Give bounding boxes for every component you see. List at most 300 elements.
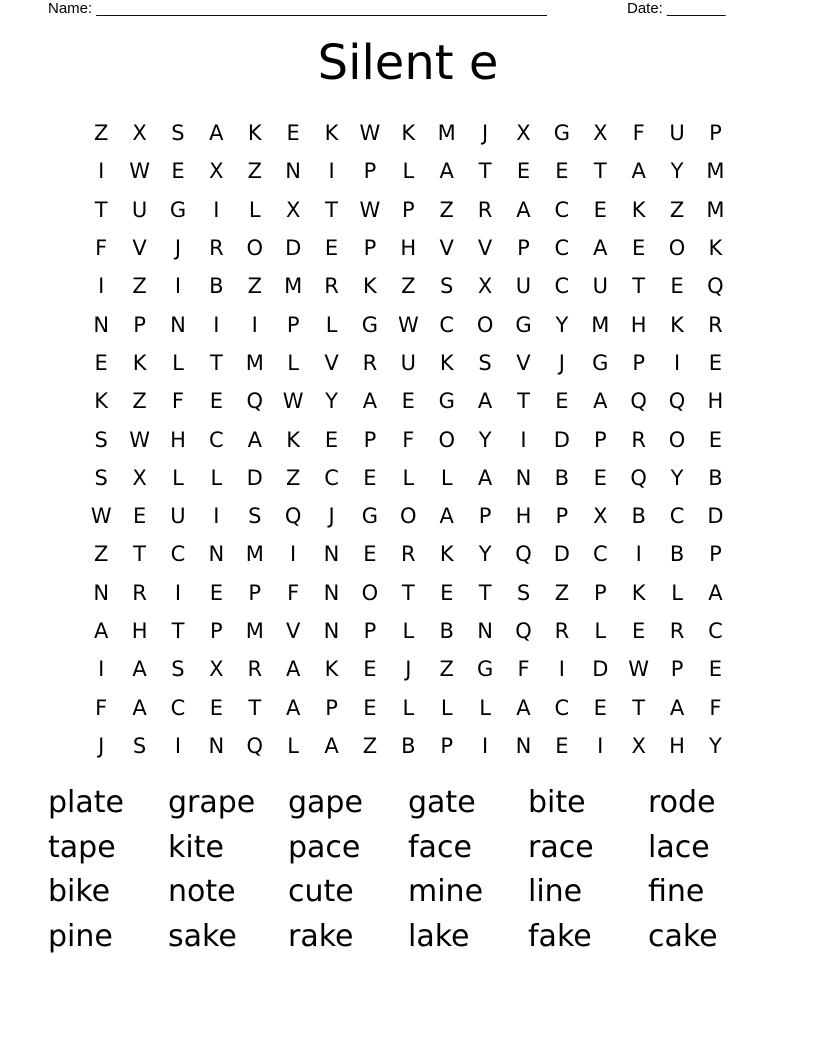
grid-letter: A [708,580,723,605]
grid-letter: Z [362,733,378,758]
grid-letter: E [286,121,300,146]
grid-letter: J [558,350,565,375]
grid-letter: S [171,121,185,146]
word-bank-item: bite [528,784,586,820]
grid-letter: Z [94,121,109,146]
grid-letter: C [592,542,608,567]
grid-letter: A [132,695,147,720]
grid-letter: B [554,465,570,490]
grid-letter: A [593,236,608,261]
grid-letter: D [553,542,570,567]
grid-letter: X [516,121,531,146]
grid-letter: A [362,389,378,414]
grid-letter: E [555,389,569,414]
grid-letter: E [171,159,185,184]
grid-letter: K [439,542,454,567]
grid-letter: G [361,504,379,529]
grid-letter: P [325,695,338,720]
grid-letter: Z [285,465,301,490]
grid-letter: C [554,695,570,720]
grid-letter: P [363,236,377,261]
grid-letter: S [94,465,108,490]
grid-letter: L [172,465,184,490]
word-bank [48,780,768,959]
grid-letter: Z [247,274,262,299]
grid-letter: E [516,159,531,184]
grid-letter: Z [554,580,570,605]
grid-letter: I [213,197,220,222]
grid-letter: S [440,274,454,299]
grid-letter: R [401,542,416,567]
grid-letter: Q [630,465,647,490]
grid-letter: U [131,197,148,222]
grid-letter: B [669,542,685,567]
grid-letter: W [397,312,419,337]
grid-letter: E [708,657,723,682]
grid-letter: P [363,619,377,643]
grid-letter: P [670,657,684,682]
grid-letter: S [171,657,185,682]
grid-letter: K [324,657,339,682]
word-bank-item: lace [648,829,710,865]
grid-letter: I [213,504,220,529]
grid-letter: P [517,236,530,261]
grid-letter: V [324,350,339,375]
grid-letter: R [477,197,493,222]
grid-letter: E [209,695,223,720]
word-bank-item: note [168,874,236,910]
grid-letter: J [98,733,105,758]
grid-letter: E [670,274,684,299]
grid-letter: M [245,619,264,643]
grid-letter: W [628,657,650,682]
grid-letter: A [516,695,531,720]
grid-letter: F [517,657,530,682]
word-bank-item: pace [288,829,361,865]
grid-letter: E [209,389,223,414]
grid-letter: E [593,465,607,490]
grid-letter: N [323,619,340,643]
grid-letter: L [325,312,338,337]
grid-letter: P [593,427,607,452]
grid-letter: G [438,389,455,414]
grid-letter: Z [132,389,147,414]
grid-letter: L [671,580,683,605]
grid-letter: E [132,504,147,529]
grid-letter: P [440,733,454,758]
grid-letter: X [477,274,493,299]
grid-letter: E [363,657,377,682]
grid-letter: W [129,427,150,452]
grid-letter: D [246,465,263,490]
grid-letter: I [213,312,220,337]
grid-letter: M [706,159,725,184]
grid-letter: J [328,504,335,529]
grid-letter: O [438,427,455,452]
grid-letter: S [478,350,492,375]
grid-letter: F [402,427,415,452]
grid-letter: G [515,312,532,337]
grid-letter: J [482,121,489,146]
grid-letter: P [709,121,722,146]
word-bank-item: face [408,829,472,865]
grid-letter: K [631,580,646,605]
grid-letter: A [669,695,685,720]
grid-letter: N [323,542,340,567]
grid-letter: Q [515,619,532,643]
grid-letter: R [362,350,378,375]
grid-letter: X [631,733,646,758]
grid-letter: A [132,657,147,682]
grid-letter: I [482,733,489,758]
grid-letter: V [285,619,301,643]
grid-letter: Z [94,542,109,567]
grid-letter: N [93,312,110,337]
grid-letter: X [209,159,224,184]
grid-letter: H [400,236,417,261]
grid-letter: R [669,619,685,643]
word-bank-item: fake [528,918,592,954]
grid-letter: B [401,733,416,758]
grid-letter: Q [630,389,647,414]
grid-letter: E [363,542,377,567]
grid-letter: A [477,389,493,414]
grid-letter: Z [439,197,454,222]
grid-letter: Y [555,312,569,337]
grid-letter: V [439,236,454,261]
grid-letter: M [245,350,264,375]
grid-letter: K [247,121,262,146]
word-bank-item: fine [648,874,705,910]
grid-letter: X [285,197,301,222]
grid-letter: Y [670,159,684,184]
grid-letter: Z [401,274,416,299]
grid-letter: E [632,619,646,643]
grid-letter: H [515,504,532,529]
grid-letter: S [248,504,262,529]
grid-letter: I [251,312,258,337]
word-bank-item: pine [48,918,113,954]
grid-letter: A [477,465,493,490]
grid-letter: Q [707,274,724,299]
grid-letter: X [593,504,608,529]
grid-letter: F [709,695,722,720]
grid-letter: L [248,197,261,222]
grid-letter: P [401,197,415,222]
grid-letter: D [707,504,724,529]
grid-letter: Y [709,733,722,758]
word-bank-item: lake [408,918,470,954]
grid-letter: W [359,197,381,222]
grid-letter: X [132,465,147,490]
grid-letter: U [515,274,532,299]
grid-letter: F [287,580,300,605]
grid-letter: I [98,159,105,184]
grid-letter: O [476,312,494,337]
grid-letter: C [170,542,186,567]
grid-letter: N [285,159,301,184]
word-bank-item: kite [168,829,224,865]
grid-letter: T [248,695,262,720]
word-bank-item: bike [48,874,111,910]
grid-letter: K [94,389,109,414]
grid-letter: E [555,159,569,184]
grid-letter: R [554,619,570,643]
grid-letter: Q [246,389,264,414]
grid-letter: I [174,580,182,605]
grid-letter: U [669,121,685,146]
grid-letter: N [515,733,532,758]
grid-letter: R [708,312,723,337]
word-bank-item: rode [648,784,716,820]
grid-letter: B [209,274,224,299]
word-search-grid [82,114,735,765]
grid-letter: E [94,350,108,375]
grid-letter: M [284,274,303,299]
grid-letter: W [90,504,112,529]
grid-letter: Y [325,389,338,414]
word-bank-item: gape [288,784,363,820]
grid-letter: N [477,619,493,643]
grid-letter: O [246,236,264,261]
grid-letter: P [593,580,607,605]
grid-letter: F [95,695,108,720]
grid-letter: P [709,542,722,567]
grid-letter: D [285,236,302,261]
grid-letter: P [248,580,262,605]
grid-letter: E [632,236,646,261]
grid-letter: F [171,389,185,414]
grid-letter: T [171,619,185,643]
grid-letter: O [361,580,379,605]
grid-letter: L [594,619,607,643]
grid-letter: V [477,236,493,261]
name-field-label: Name: ______________________________________________________ [48,0,547,17]
grid-letter: E [363,465,377,490]
word-bank-item: tape [48,829,116,865]
grid-letter: N [515,465,532,490]
word-bank-item: gate [408,784,476,820]
grid-letter: D [592,657,609,682]
grid-letter: A [285,657,301,682]
grid-letter: L [479,695,491,720]
grid-letter: P [555,504,569,529]
page-title: Silent e [317,35,499,91]
grid-letter: P [363,159,377,184]
grid-letter: T [593,159,607,184]
grid-letter: W [129,159,150,184]
word-bank-item: race [528,829,594,865]
grid-letter: A [439,504,454,529]
grid-letter: C [554,197,570,222]
grid-letter: K [132,350,147,375]
word-bank-item: rake [288,918,354,954]
grid-letter: V [516,350,531,375]
grid-letter: W [282,389,304,414]
grid-letter: I [558,657,565,682]
grid-letter: T [94,197,108,222]
grid-letter: V [132,236,147,261]
grid-letter: I [290,542,297,567]
grid-letter: F [95,236,108,261]
word-bank-item: mine [408,874,484,910]
grid-letter: P [286,312,300,337]
grid-letter: X [593,121,608,146]
grid-letter: A [439,159,454,184]
grid-letter: R [324,274,339,299]
grid-letter: E [324,236,339,261]
grid-letter: S [94,427,108,452]
grid-letter: E [708,350,723,375]
grid-letter: L [440,465,453,490]
grid-letter: L [287,350,299,375]
grid-letter: T [133,542,146,567]
grid-letter: Q [246,733,264,758]
grid-letter: B [631,504,646,529]
grid-letter: E [324,427,339,452]
grid-letter: M [245,542,264,567]
grid-letter: M [591,312,610,337]
grid-letter: Q [515,542,532,567]
grid-letter: L [210,465,223,490]
grid-letter: K [324,121,339,146]
word-bank-item: grape [168,784,256,820]
grid-letter: H [669,733,685,758]
grid-letter: I [597,733,604,758]
grid-letter: H [707,389,724,414]
grid-letter: A [285,695,301,720]
grid-letter: I [673,350,681,375]
grid-letter: Z [669,197,685,222]
grid-letter: E [363,695,377,720]
grid-letter: I [174,733,182,758]
grid-letter: K [363,274,377,299]
grid-letter: C [554,236,570,261]
grid-letter: E [209,580,223,605]
grid-letter: K [708,236,723,261]
grid-letter: T [401,580,415,605]
grid-letter: N [323,580,340,605]
grid-letter: A [593,389,608,414]
grid-letter: G [169,197,187,222]
grid-letter: W [359,121,381,146]
grid-letter: G [361,312,379,337]
grid-letter: H [131,619,148,643]
grid-letter: Y [478,427,492,452]
grid-letter: T [325,197,338,222]
grid-letter: A [516,197,531,222]
grid-letter: K [286,427,301,452]
grid-letter: A [209,121,224,146]
grid-letter: A [631,159,646,184]
grid-letter: F [632,121,645,146]
grid-letter: R [209,236,224,261]
grid-letter: A [94,619,109,643]
grid-letter: T [478,159,492,184]
grid-letter: O [400,504,417,529]
grid-letter: I [98,657,105,682]
grid-letter: N [208,733,225,758]
grid-letter: G [553,121,571,146]
grid-letter: C [170,695,186,720]
grid-letter: I [635,542,642,567]
word-bank-item: cute [288,874,354,910]
grid-letter: P [632,350,645,375]
grid-letter: L [172,350,184,375]
grid-letter: E [401,389,415,414]
grid-letter: A [247,427,262,452]
grid-letter: C [324,465,339,490]
grid-letter: T [517,389,530,414]
grid-letter: O [668,427,686,452]
grid-letter: M [706,197,725,222]
grid-letter: N [170,312,186,337]
grid-letter: P [478,504,492,529]
grid-letter: Y [670,465,684,490]
grid-letter: D [553,427,570,452]
grid-letter: X [209,657,224,682]
grid-letter: Q [668,389,686,414]
grid-letter: L [287,733,299,758]
grid-letter: E [708,427,723,452]
grid-letter: C [669,504,685,529]
grid-letter: T [478,580,492,605]
grid-letter: S [132,733,147,758]
grid-letter: L [402,465,415,490]
grid-letter: I [98,274,105,299]
grid-letter: K [439,350,454,375]
grid-letter: H [170,427,186,452]
grid-letter: P [210,619,223,643]
grid-letter: P [363,427,377,452]
grid-letter: K [631,197,646,222]
grid-letter: U [400,350,416,375]
word-bank-item: plate [48,784,124,820]
grid-letter: I [328,159,335,184]
date-field-label: Date: _______ [627,0,726,17]
grid-letter: I [520,427,527,452]
grid-letter: C [554,274,570,299]
grid-letter: A [324,733,339,758]
grid-letter: Z [439,657,454,682]
grid-letter: J [174,236,182,261]
grid-letter: L [402,619,415,643]
grid-letter: E [593,695,607,720]
grid-letter: L [402,695,415,720]
grid-letter: L [402,159,415,184]
grid-letter: Z [247,159,262,184]
grid-letter: E [555,733,569,758]
grid-letter: L [440,695,453,720]
grid-letter: B [708,465,723,490]
grid-letter: G [476,657,494,682]
grid-letter: S [516,580,531,605]
grid-letter: U [170,504,186,529]
grid-letter: T [209,350,223,375]
grid-letter: Q [284,504,302,529]
grid-letter: Z [132,274,147,299]
grid-letter: T [632,274,646,299]
grid-letter: X [132,121,147,146]
grid-letter: R [247,657,263,682]
grid-letter: R [631,427,646,452]
word-bank-item: cake [648,918,718,954]
grid-letter: R [132,580,147,605]
grid-letter: C [708,619,723,643]
grid-letter: P [133,312,146,337]
grid-letter: C [209,427,224,452]
grid-letter: B [439,619,454,643]
